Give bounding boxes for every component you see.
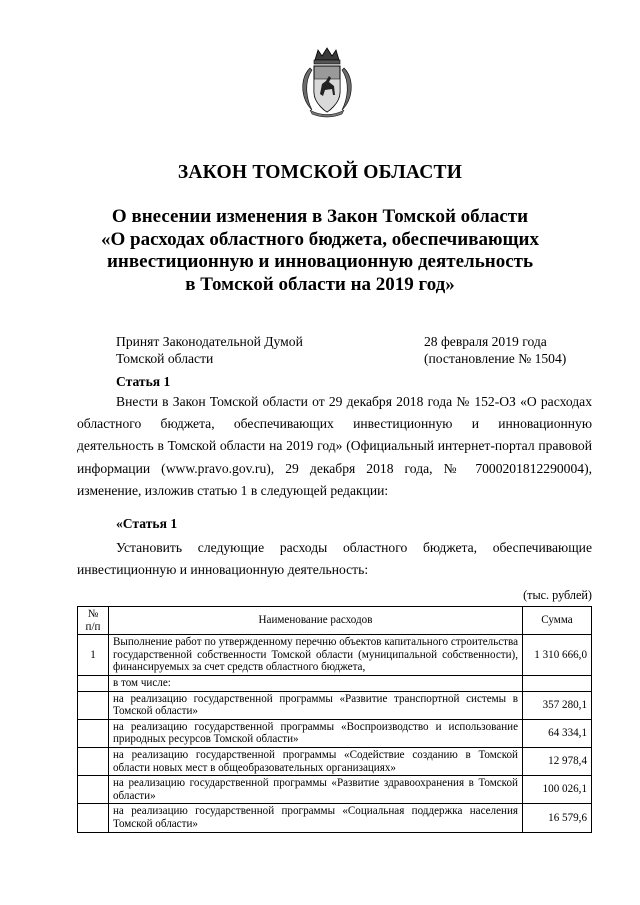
table-header-row [78, 607, 592, 635]
adoption-body-line: Томской области [116, 350, 214, 366]
table-units: (тыс. рублей) [523, 588, 592, 602]
row-sum: 1 310 666,0 [523, 635, 592, 676]
table-row [78, 804, 592, 832]
row-name: на реализацию государственной программы «Воспроизводство и использование природных ресурсов Томской области» [109, 719, 523, 747]
table-row [78, 776, 592, 804]
new-article-heading: «Статья 1 [116, 516, 178, 531]
row-sum: 16 579,6 [523, 804, 592, 832]
table-row [78, 719, 592, 747]
table-row [78, 675, 592, 691]
row-name: Выполнение работ по утвержденному перечню объектов капитального строительства государственной собственности Томской области (муниципальной собственности), финансируемых за счет средств областного бюджета, [109, 635, 523, 676]
row-num: 1 [78, 635, 109, 676]
row-name: на реализацию государственной программы «Развитие здравоохранения в Томской области» [109, 776, 523, 804]
tomsk-oblast-coat-of-arms-icon [298, 46, 356, 118]
adoption-date-line: 28 февраля 2019 года [424, 334, 547, 349]
row-name: на реализацию государственной программы «Развитие транспортной системы в Томской области» [109, 691, 523, 719]
law-title: ЗАКОН ТОМСКОЙ ОБЛАСТИ [177, 162, 463, 183]
table-row [78, 635, 592, 676]
law-name [40, 206, 600, 296]
row-sum: 12 978,4 [523, 747, 592, 775]
adoption-resolution-line: (постановление № 1504) [424, 350, 567, 366]
expenses-table [77, 606, 592, 833]
header-num: № п/п [78, 607, 109, 635]
row-sum: 357 280,1 [523, 691, 592, 719]
including-label: в том числе: [109, 675, 523, 691]
new-article-text: Установить следующие расходы областного бюджета, обеспечивающие инвестиционную и инновационную деятельность: [77, 540, 592, 578]
row-sum: 100 026,1 [523, 776, 592, 804]
article-1-text: Внести в Закон Томской области от 29 декабря 2018 года № 152-ОЗ «О расходах областного бюджета, обеспечивающих инвестиционную и инновационную деятельность в Томской области на 2019 год» (Официальный интернет-портал правовой информации (www.pravo.gov.ru), 29 декабря 2018 года, № 7000201812290004), изменение, изложив статью 1 в следующей редакции: [77, 394, 592, 498]
table-row [78, 691, 592, 719]
header-sum: Сумма [523, 607, 592, 635]
law-name-line: инвестиционную и инновационную деятельность [106, 251, 534, 272]
header-name: Наименование расходов [109, 607, 523, 635]
row-sum: 64 334,1 [523, 719, 592, 747]
table-row [78, 747, 592, 775]
adoption-body [116, 334, 303, 367]
law-name-line: в Томской области на 2019 год» [185, 273, 455, 295]
row-name: на реализацию государственной программы «Содействие созданию в Томской области новых мест в общеобразовательных организациях» [109, 747, 523, 775]
article-1-heading: Статья 1 [116, 374, 171, 389]
law-name-line: О внесении изменения в Закон Томской области [111, 206, 529, 227]
adoption-date [424, 334, 566, 367]
law-name-line: «О расходах областного бюджета, обеспечивающих [101, 228, 539, 250]
adoption-body-line: Принят Законодательной Думой [116, 334, 303, 349]
row-name: на реализацию государственной программы «Социальная поддержка населения Томской области» [109, 804, 523, 832]
